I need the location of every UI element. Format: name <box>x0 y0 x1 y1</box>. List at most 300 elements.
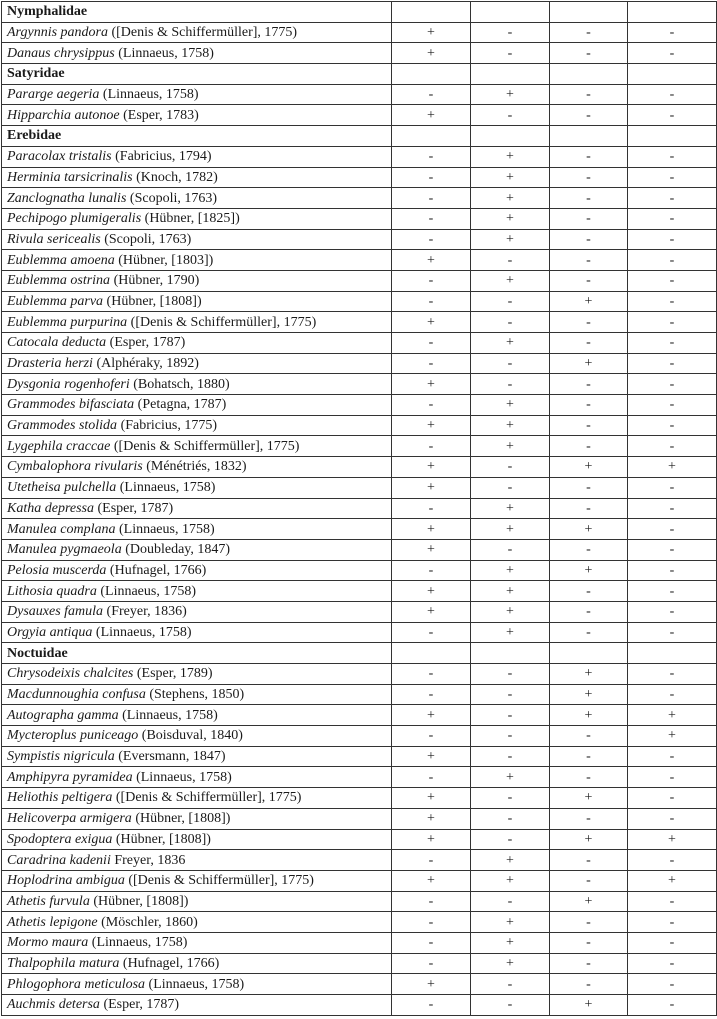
species-row <box>2 891 717 912</box>
presence-mark-3: - <box>550 188 628 209</box>
presence-mark-2: - <box>471 726 550 747</box>
presence-mark-4: + <box>628 829 717 850</box>
species-author: ([Denis & Schiffermüller], 1775) <box>115 790 302 806</box>
species-name: Manulea complana <box>7 521 116 537</box>
species-row <box>2 974 717 995</box>
presence-mark-3: - <box>550 22 628 43</box>
species-name: Eublemma amoena <box>7 252 115 268</box>
species-cell <box>2 788 392 809</box>
presence-mark-2: - <box>471 22 550 43</box>
species-row <box>2 208 717 229</box>
presence-mark-1: + <box>392 581 471 602</box>
presence-mark-4: - <box>628 953 717 974</box>
species-name: Cymbalophora rivularis <box>7 459 143 475</box>
presence-mark-4: + <box>628 726 717 747</box>
species-cell <box>2 912 392 933</box>
presence-mark-3: - <box>550 146 628 167</box>
presence-mark-2: + <box>471 581 550 602</box>
species-author: (Esper, 1787) <box>97 500 174 516</box>
family-row <box>2 126 717 147</box>
presence-mark-3: - <box>550 395 628 416</box>
species-name: Lygephila craccae <box>7 438 111 454</box>
species-name: Rivula sericealis <box>7 231 101 247</box>
presence-mark-2: + <box>471 850 550 871</box>
presence-mark-4: - <box>628 374 717 395</box>
species-cell <box>2 601 392 622</box>
presence-mark-1: - <box>392 622 471 643</box>
presence-mark-4: - <box>628 891 717 912</box>
species-cell <box>2 705 392 726</box>
species-name: Amphipyra pyramidea <box>7 769 133 785</box>
presence-mark-3: + <box>550 788 628 809</box>
empty-cell <box>471 64 550 85</box>
species-name: Chrysodeixis chalcites <box>7 666 134 682</box>
species-row <box>2 788 717 809</box>
species-author: ([Denis & Schiffermüller], 1775) <box>111 25 298 41</box>
presence-mark-3: - <box>550 932 628 953</box>
presence-mark-3: - <box>550 850 628 871</box>
presence-mark-4: - <box>628 912 717 933</box>
species-cell <box>2 415 392 436</box>
presence-mark-1: + <box>392 829 471 850</box>
species-name: Athetis furvula <box>7 893 90 909</box>
species-author: (Hübner, [1808]) <box>115 831 211 847</box>
presence-mark-4: - <box>628 208 717 229</box>
species-author: (Bohatsch, 1880) <box>133 376 230 392</box>
presence-mark-4: - <box>628 477 717 498</box>
presence-mark-2: - <box>471 829 550 850</box>
species-row <box>2 912 717 933</box>
presence-mark-3: - <box>550 622 628 643</box>
species-row <box>2 415 717 436</box>
species-cell <box>2 146 392 167</box>
species-cell <box>2 188 392 209</box>
species-cell <box>2 333 392 354</box>
species-name: Pechipogo plumigeralis <box>7 211 142 227</box>
presence-mark-2: + <box>471 601 550 622</box>
species-row <box>2 436 717 457</box>
species-author: (Esper, 1787) <box>103 997 180 1013</box>
presence-mark-3: - <box>550 808 628 829</box>
species-name: Macdunnoughia confusa <box>7 687 146 703</box>
presence-mark-2: + <box>471 953 550 974</box>
species-row <box>2 22 717 43</box>
presence-mark-4: - <box>628 333 717 354</box>
presence-mark-1: - <box>392 188 471 209</box>
species-name: Eublemma parva <box>7 293 104 309</box>
species-name: Catocala deducta <box>7 335 107 351</box>
species-author: (Linnaeus, 1758) <box>119 480 216 496</box>
species-row <box>2 146 717 167</box>
empty-cell <box>628 643 717 664</box>
presence-mark-4: - <box>628 622 717 643</box>
species-name: Phlogophora meticulosa <box>7 976 146 992</box>
presence-mark-1: + <box>392 705 471 726</box>
presence-mark-2: - <box>471 974 550 995</box>
presence-mark-1: + <box>392 539 471 560</box>
species-author: (Hübner, [1808]) <box>93 893 189 909</box>
species-cell <box>2 560 392 581</box>
empty-cell <box>471 126 550 147</box>
presence-mark-3: - <box>550 105 628 126</box>
presence-mark-1: - <box>392 229 471 250</box>
species-cell <box>2 664 392 685</box>
species-row <box>2 684 717 705</box>
species-author: (Freyer, 1836) <box>106 604 187 620</box>
presence-mark-2: + <box>471 912 550 933</box>
presence-mark-2: + <box>471 560 550 581</box>
presence-mark-1: - <box>392 167 471 188</box>
presence-mark-1: - <box>392 684 471 705</box>
presence-mark-3: - <box>550 477 628 498</box>
presence-mark-4: - <box>628 312 717 333</box>
species-author: (Linnaeus, 1758) <box>95 624 192 640</box>
presence-mark-1: - <box>392 291 471 312</box>
species-author: (Linnaeus, 1758) <box>100 583 197 599</box>
empty-cell <box>550 643 628 664</box>
presence-mark-3: - <box>550 84 628 105</box>
presence-mark-1: + <box>392 457 471 478</box>
species-author: (Hufnagel, 1766) <box>122 955 220 971</box>
empty-cell <box>471 2 550 23</box>
presence-mark-4: - <box>628 788 717 809</box>
species-author: (Hübner, [1808]) <box>135 811 231 827</box>
species-name: Caradrina kadenii <box>7 852 111 868</box>
species-row <box>2 167 717 188</box>
presence-mark-4: - <box>628 270 717 291</box>
species-cell <box>2 870 392 891</box>
species-cell <box>2 850 392 871</box>
presence-mark-1: - <box>392 395 471 416</box>
species-author: (Stephens, 1850) <box>149 687 245 703</box>
species-name: Zanclognatha lunalis <box>7 190 127 206</box>
species-row <box>2 291 717 312</box>
species-name: Danaus chrysippus <box>7 45 115 61</box>
presence-mark-2: - <box>471 250 550 271</box>
species-author: (Hübner, [1803]) <box>118 252 214 268</box>
presence-mark-2: - <box>471 457 550 478</box>
species-cell <box>2 436 392 457</box>
species-cell <box>2 457 392 478</box>
presence-mark-3: - <box>550 270 628 291</box>
presence-mark-2: - <box>471 43 550 64</box>
species-author: (Fabricius, 1775) <box>120 418 217 434</box>
species-row <box>2 498 717 519</box>
presence-mark-4: - <box>628 229 717 250</box>
presence-mark-1: - <box>392 850 471 871</box>
presence-mark-4: - <box>628 188 717 209</box>
species-cell <box>2 726 392 747</box>
presence-mark-3: - <box>550 539 628 560</box>
species-author: (Doubleday, 1847) <box>125 542 231 558</box>
species-name: Auchmis detersa <box>7 997 100 1013</box>
presence-mark-2: + <box>471 932 550 953</box>
species-name: Manulea pygmaeola <box>7 542 122 558</box>
species-row <box>2 705 717 726</box>
presence-mark-1: - <box>392 726 471 747</box>
presence-mark-2: - <box>471 374 550 395</box>
presence-mark-2: + <box>471 188 550 209</box>
species-author: (Esper, 1787) <box>109 335 186 351</box>
presence-mark-1: - <box>392 436 471 457</box>
presence-mark-1: + <box>392 374 471 395</box>
species-row <box>2 664 717 685</box>
species-author: (Knoch, 1782) <box>136 169 218 185</box>
species-name: Autographa gamma <box>7 707 119 723</box>
species-name: Herminia tarsicrinalis <box>7 169 133 185</box>
species-author: (Linnaeus, 1758) <box>122 707 218 723</box>
species-author: ([Denis & Schiffermüller], 1775) <box>128 873 314 889</box>
species-name: Athetis lepigone <box>7 914 98 930</box>
species-name: Grammodes bifasciata <box>7 397 135 413</box>
species-cell <box>2 291 392 312</box>
species-author: (Ménétriés, 1832) <box>146 459 247 475</box>
presence-mark-1: + <box>392 788 471 809</box>
species-author: (Linnaeus, 1758) <box>136 769 232 785</box>
species-cell <box>2 22 392 43</box>
presence-mark-1: + <box>392 601 471 622</box>
presence-mark-4: - <box>628 932 717 953</box>
species-cell <box>2 539 392 560</box>
presence-mark-4: - <box>628 436 717 457</box>
presence-mark-3: + <box>550 829 628 850</box>
presence-mark-4: - <box>628 167 717 188</box>
species-cell <box>2 270 392 291</box>
presence-mark-1: + <box>392 974 471 995</box>
species-cell <box>2 353 392 374</box>
species-name: Helicoverpa armigera <box>7 811 132 827</box>
species-name: Katha depressa <box>7 500 94 516</box>
species-name: Orgyia antiqua <box>7 624 93 640</box>
species-row <box>2 312 717 333</box>
presence-mark-1: + <box>392 519 471 540</box>
presence-mark-3: - <box>550 601 628 622</box>
presence-mark-3: + <box>550 891 628 912</box>
species-name: Paracolax tristalis <box>7 149 112 165</box>
species-cell <box>2 374 392 395</box>
species-row <box>2 188 717 209</box>
presence-mark-4: - <box>628 395 717 416</box>
species-cell <box>2 519 392 540</box>
presence-mark-1: + <box>392 808 471 829</box>
presence-mark-2: + <box>471 395 550 416</box>
presence-mark-1: + <box>392 477 471 498</box>
species-cell <box>2 581 392 602</box>
species-row <box>2 229 717 250</box>
species-author: (Boisduval, 1840) <box>141 728 243 744</box>
presence-mark-3: - <box>550 312 628 333</box>
species-row <box>2 829 717 850</box>
species-author: (Möschler, 1860) <box>101 914 198 930</box>
species-row <box>2 746 717 767</box>
presence-mark-4: + <box>628 705 717 726</box>
presence-mark-2: - <box>471 891 550 912</box>
species-cell <box>2 312 392 333</box>
species-cell <box>2 746 392 767</box>
family-row <box>2 2 717 23</box>
species-table-body <box>2 2 717 1016</box>
presence-mark-2: + <box>471 622 550 643</box>
presence-mark-2: + <box>471 333 550 354</box>
species-cell <box>2 891 392 912</box>
species-author: (Scopoli, 1763) <box>129 190 218 206</box>
presence-mark-3: + <box>550 995 628 1016</box>
species-row <box>2 601 717 622</box>
presence-mark-1: - <box>392 664 471 685</box>
presence-mark-4: - <box>628 746 717 767</box>
species-row <box>2 374 717 395</box>
species-author: (Hübner, [1825]) <box>144 211 240 227</box>
presence-mark-1: - <box>392 995 471 1016</box>
presence-mark-4: - <box>628 415 717 436</box>
presence-mark-4: - <box>628 291 717 312</box>
species-author: (Petagna, 1787) <box>137 397 227 413</box>
species-author: (Linnaeus, 1758) <box>148 976 245 992</box>
species-name: Argynnis pandora <box>7 25 108 41</box>
species-row <box>2 477 717 498</box>
species-row <box>2 270 717 291</box>
species-author: (Eversmann, 1847) <box>118 749 226 765</box>
species-author: ([Denis & Schiffermüller], 1775) <box>113 438 300 454</box>
presence-mark-3: - <box>550 953 628 974</box>
presence-mark-2: + <box>471 519 550 540</box>
presence-mark-1: - <box>392 912 471 933</box>
presence-mark-2: + <box>471 208 550 229</box>
species-name: Mormo maura <box>7 935 89 951</box>
presence-mark-3: + <box>550 291 628 312</box>
presence-mark-2: - <box>471 664 550 685</box>
presence-mark-2: - <box>471 808 550 829</box>
species-row <box>2 767 717 788</box>
species-cell <box>2 43 392 64</box>
presence-mark-4: - <box>628 995 717 1016</box>
presence-mark-4: - <box>628 22 717 43</box>
presence-mark-1: + <box>392 746 471 767</box>
presence-mark-1: + <box>392 22 471 43</box>
species-name: Thalpophila matura <box>7 955 120 971</box>
presence-mark-4: - <box>628 498 717 519</box>
species-name: Mycteroplus puniceago <box>7 728 139 744</box>
species-cell <box>2 684 392 705</box>
family-name: Satyridae <box>2 64 392 85</box>
species-cell <box>2 395 392 416</box>
family-row <box>2 643 717 664</box>
species-cell <box>2 84 392 105</box>
presence-mark-1: + <box>392 870 471 891</box>
species-name: Grammodes stolida <box>7 418 118 434</box>
presence-mark-2: + <box>471 498 550 519</box>
presence-mark-1: - <box>392 932 471 953</box>
presence-mark-1: + <box>392 105 471 126</box>
presence-mark-2: - <box>471 684 550 705</box>
species-name: Dysauxes famula <box>7 604 104 620</box>
presence-mark-1: + <box>392 415 471 436</box>
species-row <box>2 250 717 271</box>
species-author: (Fabricius, 1794) <box>115 149 212 165</box>
presence-mark-4: - <box>628 601 717 622</box>
presence-mark-1: + <box>392 250 471 271</box>
species-author: (Alphéraky, 1892) <box>96 356 199 372</box>
presence-mark-4: - <box>628 684 717 705</box>
species-cell <box>2 974 392 995</box>
presence-mark-4: - <box>628 84 717 105</box>
presence-mark-2: - <box>471 539 550 560</box>
presence-mark-1: + <box>392 312 471 333</box>
presence-mark-2: - <box>471 477 550 498</box>
species-row <box>2 953 717 974</box>
presence-mark-3: - <box>550 912 628 933</box>
empty-cell <box>392 643 471 664</box>
presence-mark-3: - <box>550 333 628 354</box>
presence-mark-2: - <box>471 705 550 726</box>
family-row <box>2 64 717 85</box>
presence-mark-3: + <box>550 457 628 478</box>
species-name: Dysgonia rogenhoferi <box>7 376 130 392</box>
empty-cell <box>471 643 550 664</box>
species-cell <box>2 995 392 1016</box>
family-name: Erebidae <box>2 126 392 147</box>
species-name: Pelosia muscerda <box>7 562 107 578</box>
presence-mark-2: + <box>471 84 550 105</box>
species-author: (Linnaeus, 1758) <box>102 87 199 103</box>
species-name: Drasteria herzi <box>7 356 93 372</box>
presence-mark-3: - <box>550 374 628 395</box>
presence-mark-4: - <box>628 353 717 374</box>
species-row <box>2 539 717 560</box>
presence-mark-4: + <box>628 457 717 478</box>
presence-mark-4: - <box>628 664 717 685</box>
species-name: Lithosia quadra <box>7 583 97 599</box>
species-name: Eublemma ostrina <box>7 273 111 289</box>
species-cell <box>2 498 392 519</box>
species-name: Heliothis peltigera <box>7 790 113 806</box>
family-name: Nymphalidae <box>2 2 392 23</box>
presence-mark-2: + <box>471 870 550 891</box>
species-row <box>2 560 717 581</box>
presence-mark-2: - <box>471 353 550 374</box>
species-row <box>2 519 717 540</box>
presence-mark-4: - <box>628 767 717 788</box>
species-author: (Linnaeus, 1758) <box>118 521 215 537</box>
presence-mark-3: - <box>550 726 628 747</box>
species-name: Eublemma purpurina <box>7 314 128 330</box>
species-row <box>2 457 717 478</box>
species-author: (Scopoli, 1763) <box>104 231 192 247</box>
presence-mark-2: - <box>471 746 550 767</box>
presence-mark-3: - <box>550 746 628 767</box>
presence-mark-3: - <box>550 767 628 788</box>
presence-mark-3: + <box>550 353 628 374</box>
species-cell <box>2 767 392 788</box>
presence-mark-3: - <box>550 167 628 188</box>
species-cell <box>2 808 392 829</box>
presence-mark-2: + <box>471 229 550 250</box>
presence-mark-1: - <box>392 208 471 229</box>
presence-mark-1: - <box>392 767 471 788</box>
species-name: Hipparchia autonoe <box>7 107 120 123</box>
presence-mark-2: - <box>471 105 550 126</box>
presence-mark-2: + <box>471 436 550 457</box>
species-cell <box>2 622 392 643</box>
presence-mark-4: - <box>628 539 717 560</box>
empty-cell <box>550 2 628 23</box>
empty-cell <box>550 64 628 85</box>
presence-mark-1: - <box>392 353 471 374</box>
species-row <box>2 932 717 953</box>
presence-mark-2: - <box>471 788 550 809</box>
presence-mark-2: + <box>471 167 550 188</box>
presence-mark-4: + <box>628 870 717 891</box>
